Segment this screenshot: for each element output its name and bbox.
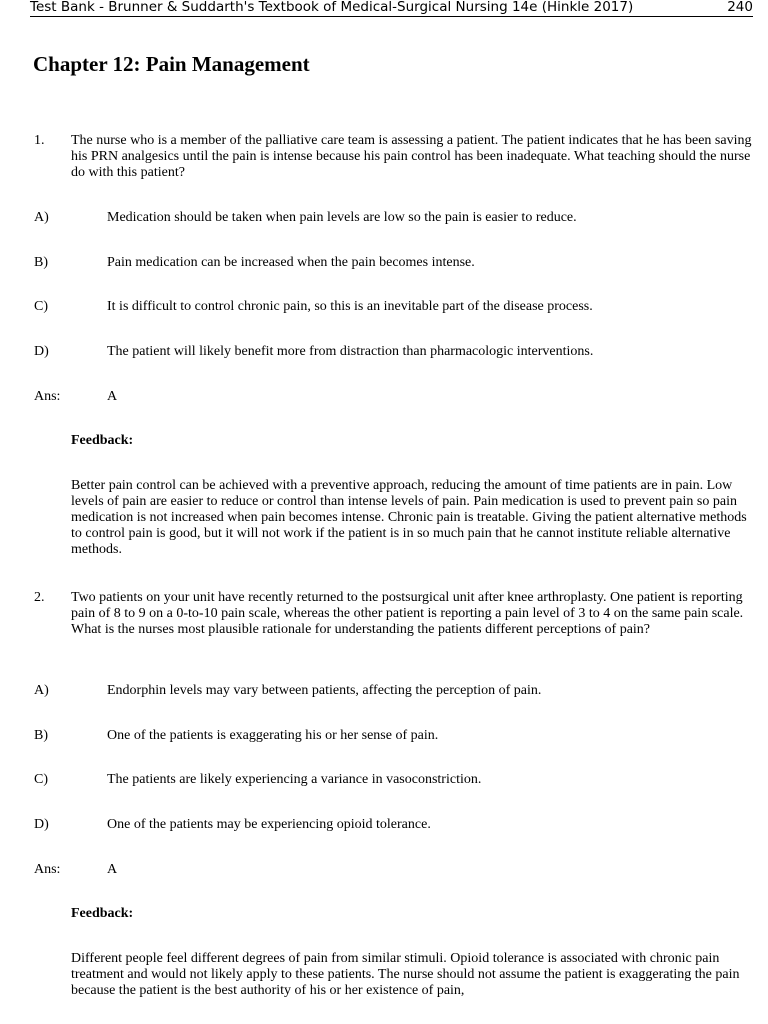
option-label: A) [34,683,49,698]
chapter-title: Chapter 12: Pain Management [33,52,310,76]
answer-value: A [107,389,118,404]
option-label: D) [34,344,49,359]
option-text: Medication should be taken when pain levels are low so the pain is easier to reduce. [107,210,577,225]
answer-label: Ans: [34,389,61,404]
question-number: 2. [34,590,45,605]
option-text: The patient will likely benefit more from distraction than pharmacologic interventions. [107,344,594,359]
option-label: B) [34,255,48,270]
option-label: C) [34,299,48,314]
feedback-text: Different people feel different degrees of pain from similar stimuli. Opioid tolerance is associated with chronic pain treatment and would not likely apply to these patients. The nurse should not assume the patient is exaggerating the pain because the patient is the best authority of his or her existence of pain, [71,951,740,998]
option-label: C) [34,772,48,787]
feedback-label: Feedback: [71,906,134,921]
question-number: 1. [34,133,45,148]
answer-label: Ans: [34,862,61,877]
option-label: D) [34,817,49,832]
option-text: It is difficult to control chronic pain, so this is an inevitable part of the disease process. [107,299,593,314]
option-text: One of the patients may be experiencing opioid tolerance. [107,817,431,832]
header-title: Test Bank - Brunner & Suddarth's Textbook of Medical-Surgical Nursing 14e (Hinkle 2017) [30,0,634,15]
answer-value: A [107,862,118,877]
option-label: B) [34,728,48,743]
question-text: Two patients on your unit have recently returned to the postsurgical unit after knee arthroplasty. One patient is reporting pain of 8 to 9 on a 0-to-10 pain scale, whereas the other patient is reporting a pain level of 3 to 4 on the same pain scale. What is the nurses most plausible rationale for understanding the patients different perceptions of pain? [71,590,744,637]
option-text: Pain medication can be increased when the pain becomes intense. [107,255,475,270]
feedback-text: Better pain control can be achieved with a preventive approach, reducing the amount of time patients are in pain. Low levels of pain are easier to reduce or control than intense levels of pain. Pain medication is used to prevent pain so pain medication is not increased when pain becomes intense. Chronic pain is treatable. Giving the patient alternative methods to control pain is good, but it will not work if the patient is in so much pain that he cannot institute reliable alternative methods. [71,478,747,557]
option-text: Endorphin levels may vary between patients, affecting the perception of pain. [107,683,542,698]
option-label: A) [34,210,49,225]
page-number: 240 [727,0,753,15]
page-header [30,0,753,17]
option-text: The patients are likely experiencing a variance in vasoconstriction. [107,772,482,787]
feedback-label: Feedback: [71,433,134,448]
option-text: One of the patients is exaggerating his or her sense of pain. [107,728,439,743]
question-text: The nurse who is a member of the palliative care team is assessing a patient. The patient indicates that he has been saving his PRN analgesics until the pain is intense because his pain control has been inadequate. What teaching should the nurse do with this patient? [71,133,752,180]
